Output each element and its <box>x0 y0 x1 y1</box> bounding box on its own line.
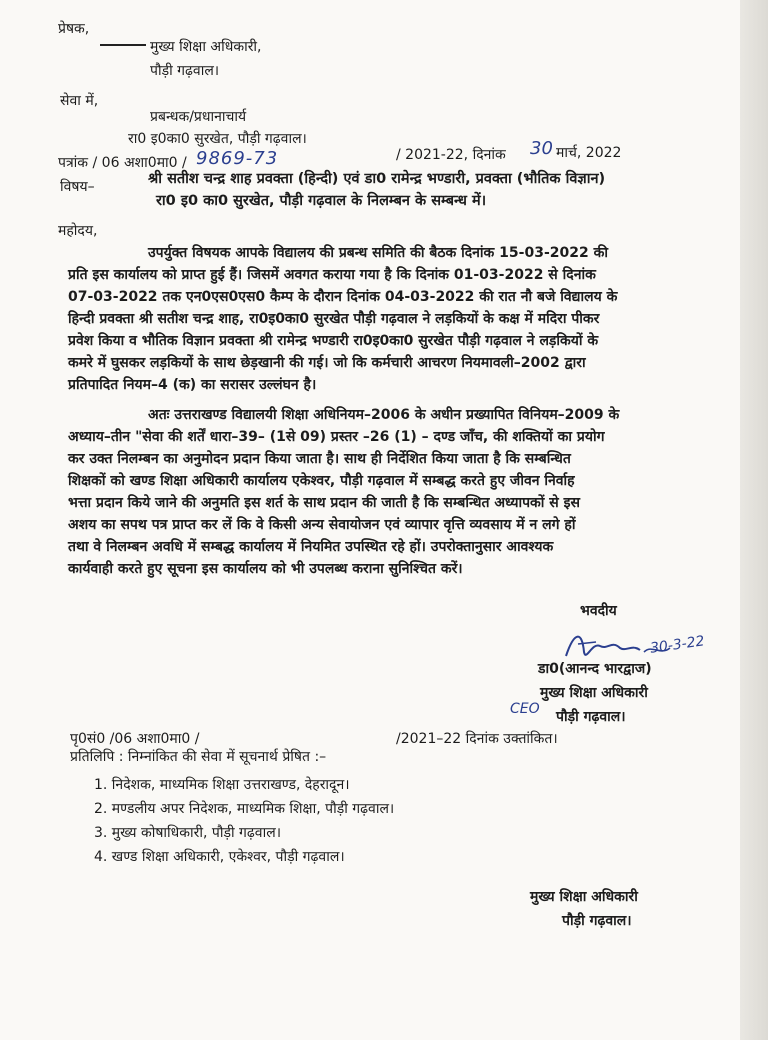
recipient-school: रा0 इ0का0 सुरखेत, पौड़ी गढ़वाल। <box>128 131 307 147</box>
paragraph-line: अशय का सपथ पत्र प्राप्त कर लें कि वे किसी अन्य सेवायोजन एवं व्यापार वृत्ति व्यवसाय में न लगे हों <box>68 517 576 533</box>
endorsement-ref: पृ0सं0 /06 अशा0मा0 / <box>70 731 200 747</box>
body-paragraph-2 <box>68 404 728 580</box>
subject-line-1: श्री सतीश चन्द्र शाह प्रवक्ता (हिन्दी) एवं डा0 रामेन्द्र भण्डारी, प्रवक्ता (भौतिक विज्ञान) <box>148 171 606 187</box>
paragraph-line: प्रति इस कार्यालय को प्राप्त हुई हैं। जिसमें अवगत कराया गया है कि दिनांक 01-03-2022 से दिनांक <box>68 267 596 283</box>
sender-title: मुख्य शिक्षा अधिकारी, <box>150 39 262 55</box>
paragraph-line: शिक्षकों को खण्ड शिक्षा अधिकारी कार्यालय एकेश्वर, पौड़ी गढ़वाल में सम्बद्ध करते हुए जीवन निर्वाह <box>68 473 575 489</box>
paragraph-line: कर उक्त निलम्बन का अनुमोदन प्रदान किया जाता है। साथ ही निर्देशित किया जाता है कि सम्बन्धित <box>68 451 571 467</box>
paragraph-line: तथा वे निलम्बन अवधि में सम्बद्ध कार्यालय में नियमित उपस्थित रहे हों। उपरोक्तानुसार आवश्यक <box>68 539 554 555</box>
endorsement-intro: प्रतिलिपि : निम्नांकित की सेवा में सूचनार्थ प्रेषित :– <box>70 749 327 765</box>
sender-place: पौड़ी गढ़वाल। <box>150 63 220 79</box>
endorsement-year-date: /2021–22 दिनांक उक्तांकित। <box>396 731 558 747</box>
copy-item: 3. मुख्य कोषाधिकारी, पौड़ी गढ़वाल। <box>94 825 282 841</box>
body-paragraph-1 <box>68 242 728 396</box>
signature-date: 30-3-22 <box>649 633 706 657</box>
paragraph-line: 07-03-2022 तक एन0एस0एस0 कैम्प के दौरान दिनांक 04-03-2022 की रात नौ बजे विद्यालय के <box>68 289 618 305</box>
to-label: सेवा में, <box>60 93 99 109</box>
signatory-place: पौड़ी गढ़वाल। <box>556 709 626 725</box>
paragraph-line: हिन्दी प्रवक्ता श्री सतीश चन्द्र शाह, रा0इ0का0 सुरखेत पौड़ी गढ़वाल ने लड़कियों के कक्ष में मदिरा पीकर <box>68 311 600 327</box>
salutation: महोदय, <box>58 223 98 239</box>
paragraph-line: उपर्युक्त विषयक आपके विद्यालय की प्रबन्ध समिति की बैठक दिनांक 15-03-2022 की <box>148 245 608 261</box>
reference-month-year: मार्च, 2022 <box>556 145 622 161</box>
footer-title: मुख्य शिक्षा अधिकारी <box>530 889 638 905</box>
paragraph-line: अतः उत्तराखण्ड विद्यालयी शिक्षा अधिनियम–2006 के अधीन प्रख्यापित विनियम–2009 के <box>148 407 620 423</box>
paragraph-line: कार्यवाही करते हुए सूचना इस कार्यालय को भी उपलब्ध कराना सुनिश्चित करें। <box>68 561 463 577</box>
paragraph-line: प्रतिपादित नियम–4 (क) का सरासर उल्लंघन है। <box>68 377 317 393</box>
footer-place: पौड़ी गढ़वाल। <box>562 913 632 929</box>
signatory-name: डा0(आनन्द भारद्वाज) <box>538 661 652 677</box>
copy-item: 2. मण्डलीय अपर निदेशक, माध्यमिक शिक्षा, पौड़ी गढ़वाल। <box>94 801 395 817</box>
paragraph-line: प्रवेश किया व भौतिक विज्ञान प्रवक्ता श्री रामेन्द्र भण्डारी रा0इ0का0 सुरखेत पौड़ी गढ़वाल ने लड़कियों के <box>68 333 599 349</box>
handwritten-initials: CEO <box>510 701 540 717</box>
paragraph-line: कमरे में घुसकर लड़कियों के साथ छेड़खानी की गई। जो कि कर्मचारी आचरण नियमावली–2002 द्वारा <box>68 355 586 371</box>
copy-item: 1. निदेशक, माध्यमिक शिक्षा उत्तराखण्ड, देहरादून। <box>94 777 350 793</box>
recipient-title: प्रबन्धक/प्रधानाचार्य <box>150 109 247 125</box>
page-edge-shadow <box>740 0 768 1040</box>
paragraph-line: भत्ता प्रदान किये जाने की अनुमति इस शर्त के साथ प्रदान की जाती है कि सम्बन्धित अध्यापकों से इस <box>68 495 580 511</box>
copy-item: 4. खण्ड शिक्षा अधिकारी, एकेश्वर, पौड़ी गढ़वाल। <box>94 849 345 865</box>
valediction: भवदीय <box>580 603 617 619</box>
sender-label: प्रेषक, <box>58 21 90 37</box>
signatory-title: मुख्य शिक्षा अधिकारी <box>540 685 648 701</box>
handwritten-day: 30 <box>530 138 553 159</box>
pen-stroke <box>100 44 146 46</box>
reference-prefix: पत्रांक / 06 अशा0मा0 / <box>58 155 187 171</box>
subject-line-2: रा0 इ0 का0 सुरखेत, पौड़ी गढ़वाल के निलम्बन के सम्बन्ध में। <box>156 193 487 209</box>
paragraph-line: अध्याय–तीन "सेवा की शर्तें धारा–39– (1से 09) प्रस्तर –26 (1) – दण्ड जाँच, की शक्तियों का प्रयोग <box>68 429 605 445</box>
subject-label: विषय– <box>60 179 95 195</box>
reference-year-date: / 2021-22, दिनांक <box>396 147 506 163</box>
handwritten-letter-number: 9869-73 <box>196 148 279 169</box>
